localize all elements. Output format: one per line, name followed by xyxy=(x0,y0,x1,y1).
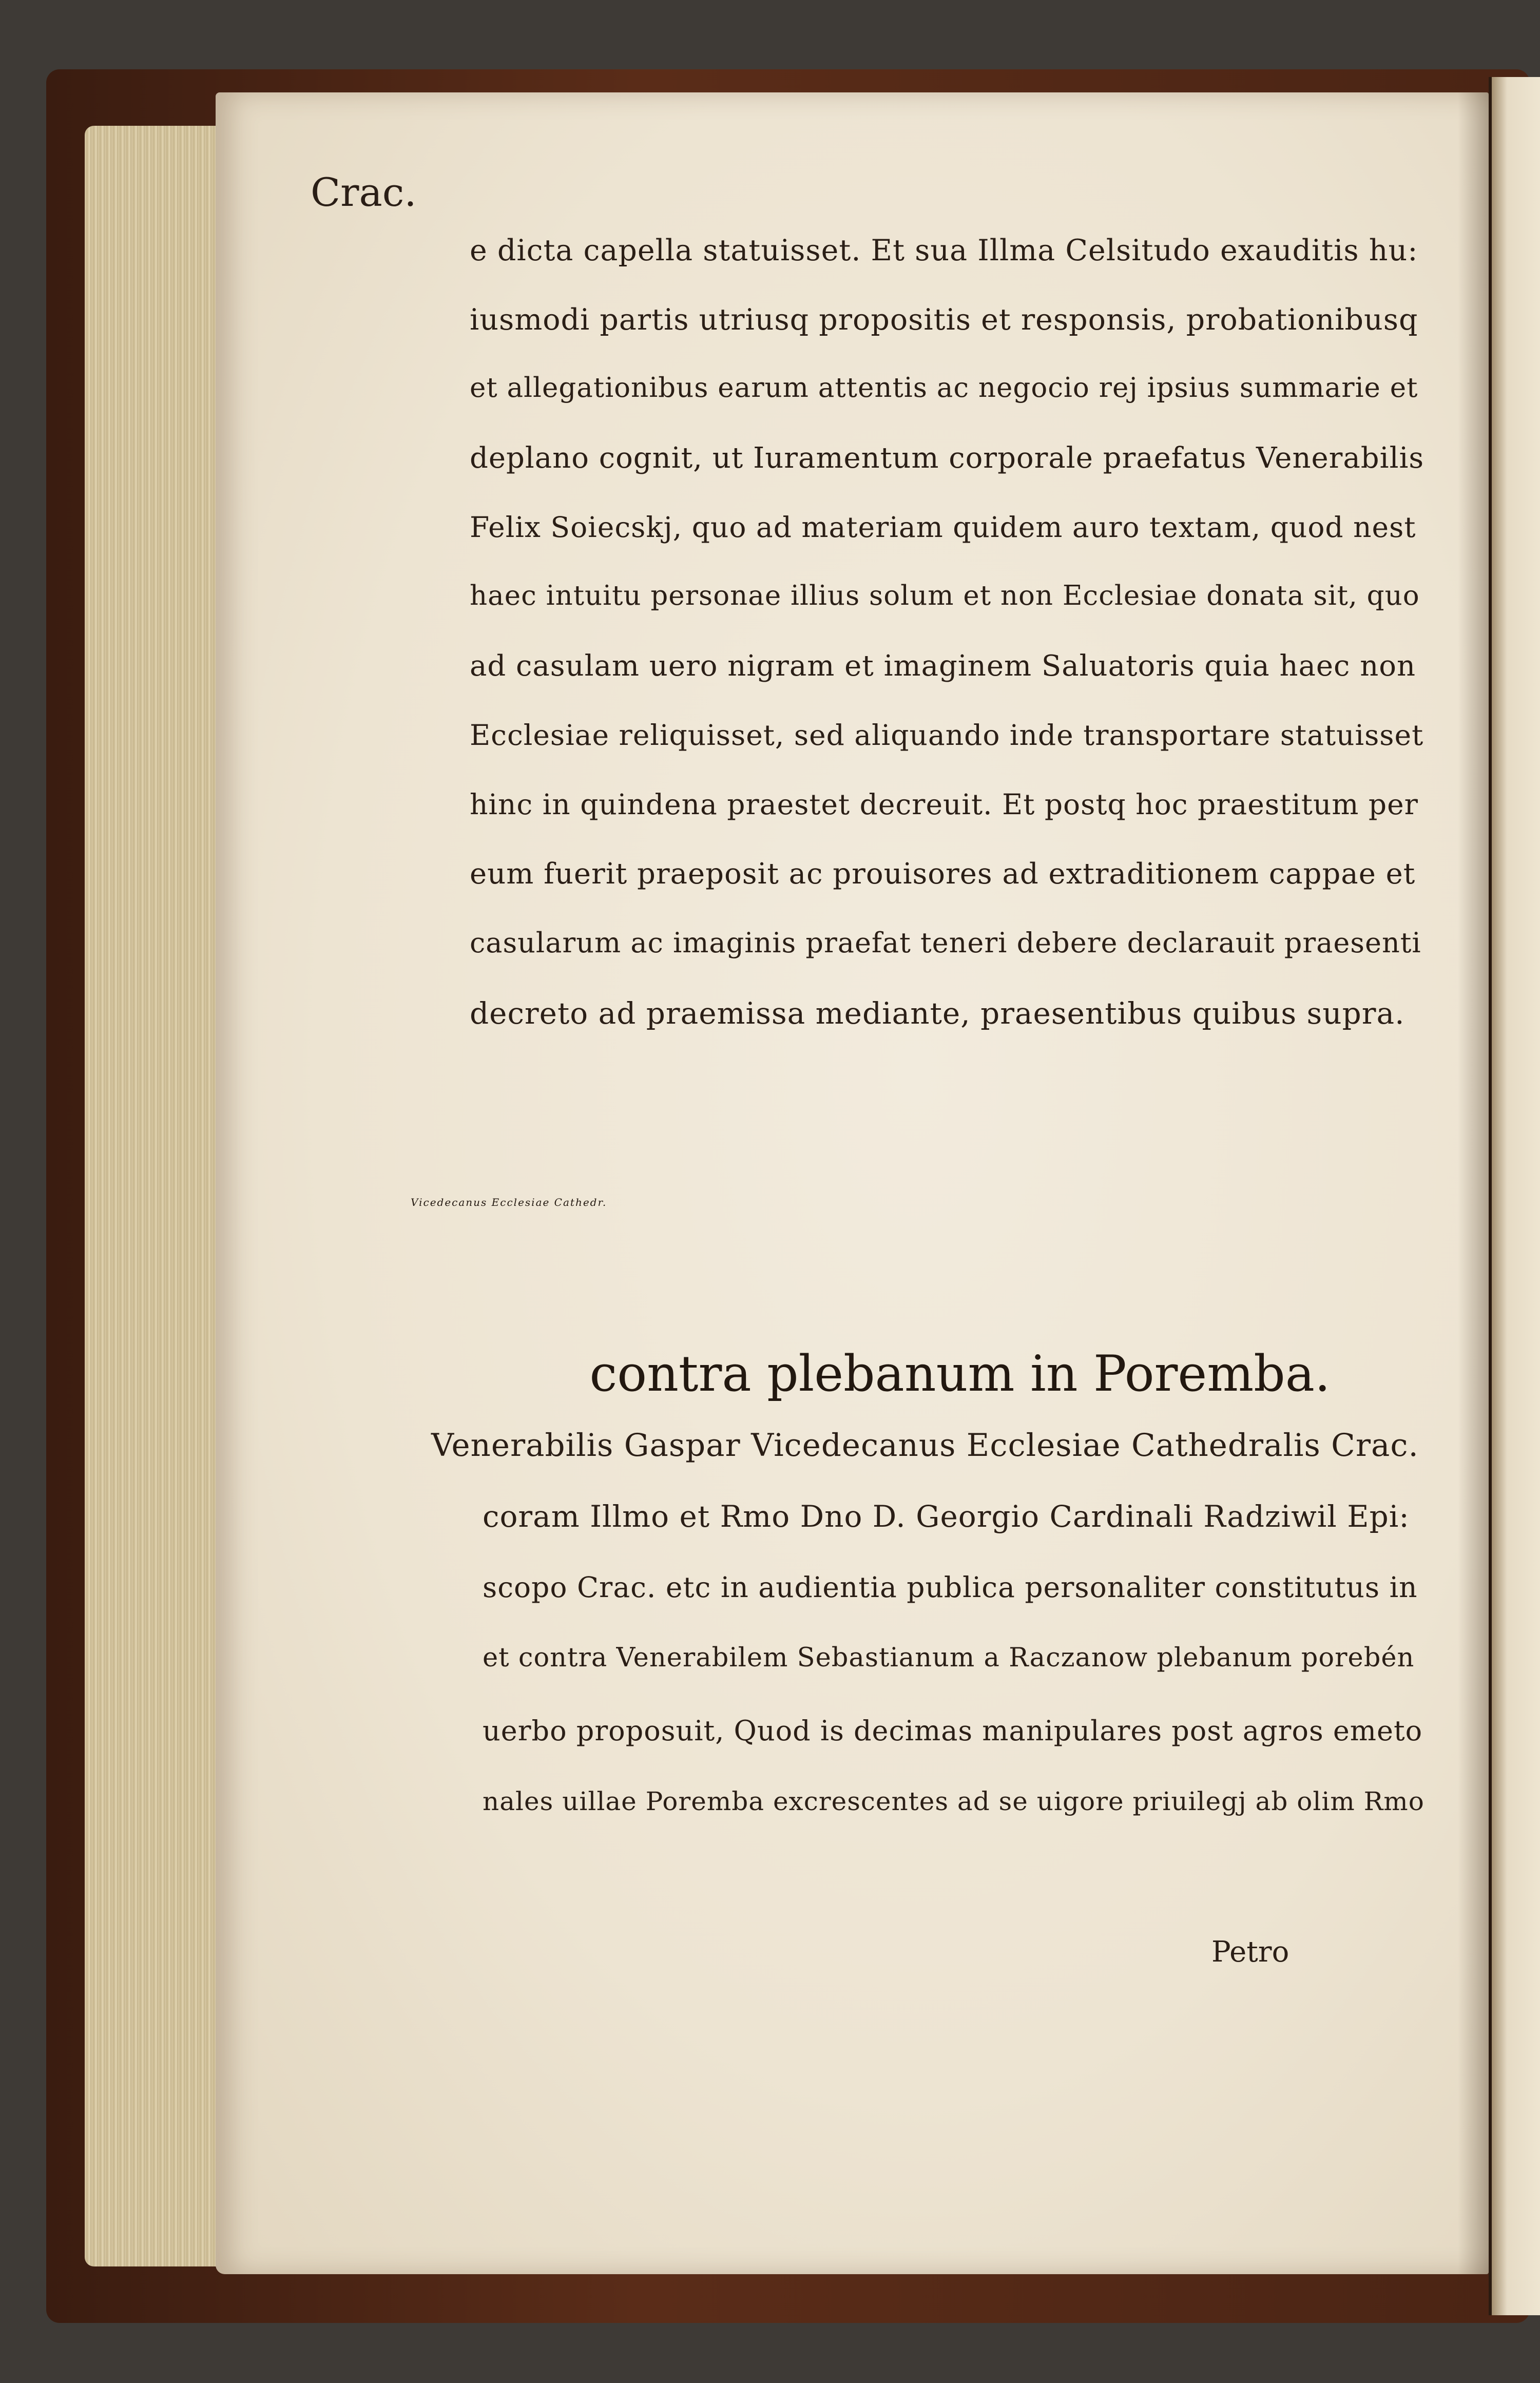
section-heading: Vicedecanus Ecclesiae Cathedr. xyxy=(411,1196,607,1208)
body-line: haec intuitu personae illius solum et non Ecclesiae donata sit, quo xyxy=(470,580,1420,611)
body-line: scopo Crac. etc in audientia publica personaliter constitutus in xyxy=(483,1571,1418,1604)
body-line: decreto ad praemissa mediante, praesentibus quibus supra. xyxy=(470,996,1405,1031)
body-line: Venerabilis Gaspar Vicedecanus Ecclesiae Cathedralis Crac. xyxy=(431,1427,1419,1464)
facing-page-edge xyxy=(1489,77,1540,2315)
body-line: et contra Venerabilem Sebastianum a Raczanow plebanum porebén xyxy=(483,1643,1415,1673)
body-line: Felix Soiecskj, quo ad materiam quidem auro textam, quod nest xyxy=(470,511,1416,544)
body-line: hinc in quindena praestet decreuit. Et postq hoc praestitum per xyxy=(470,788,1418,821)
body-line: casularum ac imaginis praefat teneri debere declarauit praesenti xyxy=(470,927,1421,959)
gutter-shadow xyxy=(1458,92,1489,2274)
section-subheading: contra plebanum in Poremba. xyxy=(589,1345,1331,1402)
catchword: Petro xyxy=(1211,1935,1289,1969)
margin-note: Crac. xyxy=(311,169,417,215)
body-line: nales uillae Poremba excrescentes ad se uigore priuilegj ab olim Rmo xyxy=(483,1786,1424,1816)
page-edges xyxy=(85,126,218,2266)
body-line: e dicta capella statuisset. Et sua Illma Celsitudo exauditis hu: xyxy=(470,234,1418,267)
body-line: iusmodi partis utriusq propositis et responsis, probationibusq xyxy=(470,303,1418,337)
body-line: eum fuerit praeposit ac prouisores ad extraditionem cappae et xyxy=(470,857,1416,891)
body-line: coram Illmo et Rmo Dno D. Georgio Cardinali Radziwil Epi: xyxy=(483,1499,1410,1534)
body-line: uerbo proposuit, Quod is decimas manipulares post agros emeto xyxy=(483,1715,1423,1747)
body-line: ad casulam uero nigram et imaginem Saluatoris quia haec non xyxy=(470,649,1416,683)
body-line: deplano cognit, ut Iuramentum corporale praefatus Venerabilis xyxy=(470,441,1424,475)
manuscript-page xyxy=(216,92,1489,2274)
body-line: Ecclesiae reliquisset, sed aliquando inde transportare statuisset xyxy=(470,719,1424,752)
body-line: et allegationibus earum attentis ac negocio rej ipsius summarie et xyxy=(470,372,1418,403)
